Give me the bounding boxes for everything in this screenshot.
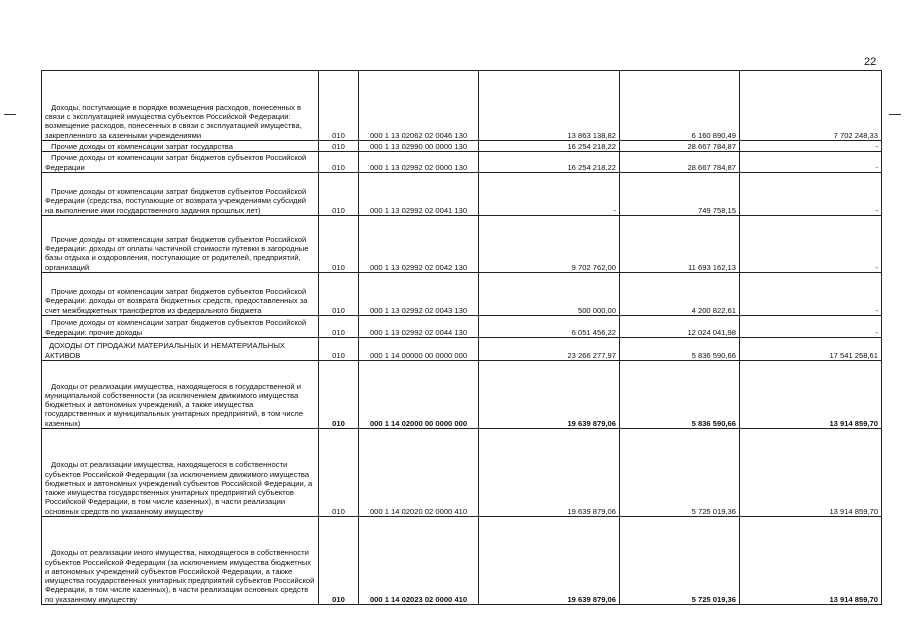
- row-executed: 28 667 784,87: [620, 152, 740, 173]
- row-planned: 19 639 879,06: [479, 429, 620, 517]
- table-row: [42, 141, 882, 152]
- row-name: Прочие доходы от компенсации затрат бюджетов субъектов Российской Федерации: прочие доходы: [42, 316, 319, 338]
- row-budget-code: 000 1 14 00000 00 0000 000: [359, 338, 479, 361]
- row-executed: 6 160 890,49: [620, 71, 740, 141]
- row-unexecuted: -: [740, 316, 882, 338]
- table-row: [42, 173, 882, 216]
- row-name: Доходы от реализации имущества, находящегося в государственной и муниципальной собственности (за исключением движимого имущества бюджетных и автономных учреждений, а также имущества государственных и муниципальных унитарных предприятий, в том числе казенных): [42, 361, 319, 429]
- row-budget-code: 000 1 13 02992 02 0000 130: [359, 152, 479, 173]
- row-unexecuted: 13 914 859,70: [740, 361, 882, 429]
- row-name: Прочие доходы от компенсации затрат бюджетов субъектов Российской Федерации: доходы от возврата бюджетных средств, предоставленных за счет межбюджетных трансфертов из федерального бюджета: [42, 273, 319, 316]
- row-unexecuted: -: [740, 273, 882, 316]
- row-planned: 6 051 456,22: [479, 316, 620, 338]
- row-name: Прочие доходы от компенсации затрат бюджетов субъектов Российской Федерации (средства, поступающие от возврата учреждениями субсидий на выполнение ими государственного задания прошлых лет): [42, 173, 319, 216]
- income-table: [41, 70, 882, 605]
- right-margin-mark: [889, 114, 901, 115]
- row-line-code: 010: [319, 173, 359, 216]
- row-line-code: 010: [319, 316, 359, 338]
- row-name: Доходы от реализации иного имущества, находящегося в собственности субъектов Российской Федерации (за исключением имущества бюджетных и автономных учреждений субъектов Российской Федерации, а также имущества государственных унитарных предприятий субъектов Российской Федерации, в том числе казенных), в части реализации основных средств по указанному имуществу: [42, 517, 319, 605]
- row-line-code: 010: [319, 361, 359, 429]
- row-planned: 19 639 879,06: [479, 517, 620, 605]
- row-name: Доходы от реализации имущества, находящегося в собственности субъектов Российской Федерации (за исключением движимого имущества бюджетных и автономных учреждений субъектов Российской Федерации, а также имущества государственных унитарных предприятий субъектов Российской Федерации, в том числе казенных), в части реализации основных средств по указанному имуществу: [42, 429, 319, 517]
- row-line-code: 010: [319, 152, 359, 173]
- row-executed: 749 758,15: [620, 173, 740, 216]
- table-row: [42, 517, 882, 605]
- row-unexecuted: 7 702 248,33: [740, 71, 882, 141]
- row-budget-code: 000 1 13 02990 00 0000 130: [359, 141, 479, 152]
- table-row: [42, 216, 882, 273]
- row-line-code: 010: [319, 216, 359, 273]
- row-executed: 4 200 822,61: [620, 273, 740, 316]
- row-unexecuted: -: [740, 141, 882, 152]
- row-budget-code: 000 1 13 02992 02 0041 130: [359, 173, 479, 216]
- row-planned: 23 266 277,97: [479, 338, 620, 361]
- row-planned: 9 702 762,00: [479, 216, 620, 273]
- row-budget-code: 000 1 13 02062 02 0046 130: [359, 71, 479, 141]
- row-unexecuted: -: [740, 216, 882, 273]
- row-line-code: 010: [319, 71, 359, 141]
- row-line-code: 010: [319, 141, 359, 152]
- row-name: Прочие доходы от компенсации затрат бюджетов субъектов Российской Федерации: доходы от оплаты частичной стоимости путевки в загородные базы отдыха и оздоровления, поступающие от родителей, предприятий, организаций: [42, 216, 319, 273]
- left-margin-mark: [4, 114, 16, 115]
- row-name: Доходы, поступающие в порядке возмещения расходов, понесенных в связи с эксплуатацией имущества субъектов Российской Федерации: возмещение расходов, понесенных в связи с эксплуатацией имущества, закрепленного за казенными учреждениями: [42, 71, 319, 141]
- table-row: [42, 361, 882, 429]
- row-budget-code: 000 1 13 02992 02 0044 130: [359, 316, 479, 338]
- row-planned: 19 639 879,06: [479, 361, 620, 429]
- row-line-code: 010: [319, 517, 359, 605]
- row-executed: 5 725 019,36: [620, 429, 740, 517]
- row-budget-code: 000 1 13 02992 02 0042 130: [359, 216, 479, 273]
- row-executed: 11 693 162,13: [620, 216, 740, 273]
- row-unexecuted: -: [740, 152, 882, 173]
- row-planned: 500 000,00: [479, 273, 620, 316]
- row-name: ДОХОДЫ ОТ ПРОДАЖИ МАТЕРИАЛЬНЫХ И НЕМАТЕРИАЛЬНЫХ АКТИВОВ: [42, 338, 319, 361]
- table-row: [42, 71, 882, 141]
- row-planned: 16 254 218,22: [479, 141, 620, 152]
- row-executed: 5 725 019,36: [620, 517, 740, 605]
- table-row: [42, 152, 882, 173]
- row-executed: 28 667 784,87: [620, 141, 740, 152]
- row-planned: 13 863 138,82: [479, 71, 620, 141]
- table-row: [42, 316, 882, 338]
- row-line-code: 010: [319, 273, 359, 316]
- table-row: [42, 273, 882, 316]
- row-unexecuted: -: [740, 173, 882, 216]
- row-line-code: 010: [319, 429, 359, 517]
- row-name: Прочие доходы от компенсации затрат бюджетов субъектов Российской Федерации: [42, 152, 319, 173]
- row-unexecuted: 17 541 258,61: [740, 338, 882, 361]
- row-planned: 16 254 218,22: [479, 152, 620, 173]
- row-name: Прочие доходы от компенсации затрат государства: [42, 141, 319, 152]
- row-unexecuted: 13 914 859,70: [740, 429, 882, 517]
- row-executed: 5 836 590,66: [620, 338, 740, 361]
- row-budget-code: 000 1 14 02000 00 0000 000: [359, 361, 479, 429]
- table-row: [42, 429, 882, 517]
- row-line-code: 010: [319, 338, 359, 361]
- row-planned: -: [479, 173, 620, 216]
- row-budget-code: 000 1 14 02023 02 0000 410: [359, 517, 479, 605]
- row-unexecuted: 13 914 859,70: [740, 517, 882, 605]
- page-number: 22: [864, 56, 877, 68]
- row-budget-code: 000 1 13 02992 02 0043 130: [359, 273, 479, 316]
- table-row: [42, 338, 882, 361]
- row-budget-code: 000 1 14 02020 02 0000 410: [359, 429, 479, 517]
- row-executed: 5 836 590,66: [620, 361, 740, 429]
- row-executed: 12 024 041,98: [620, 316, 740, 338]
